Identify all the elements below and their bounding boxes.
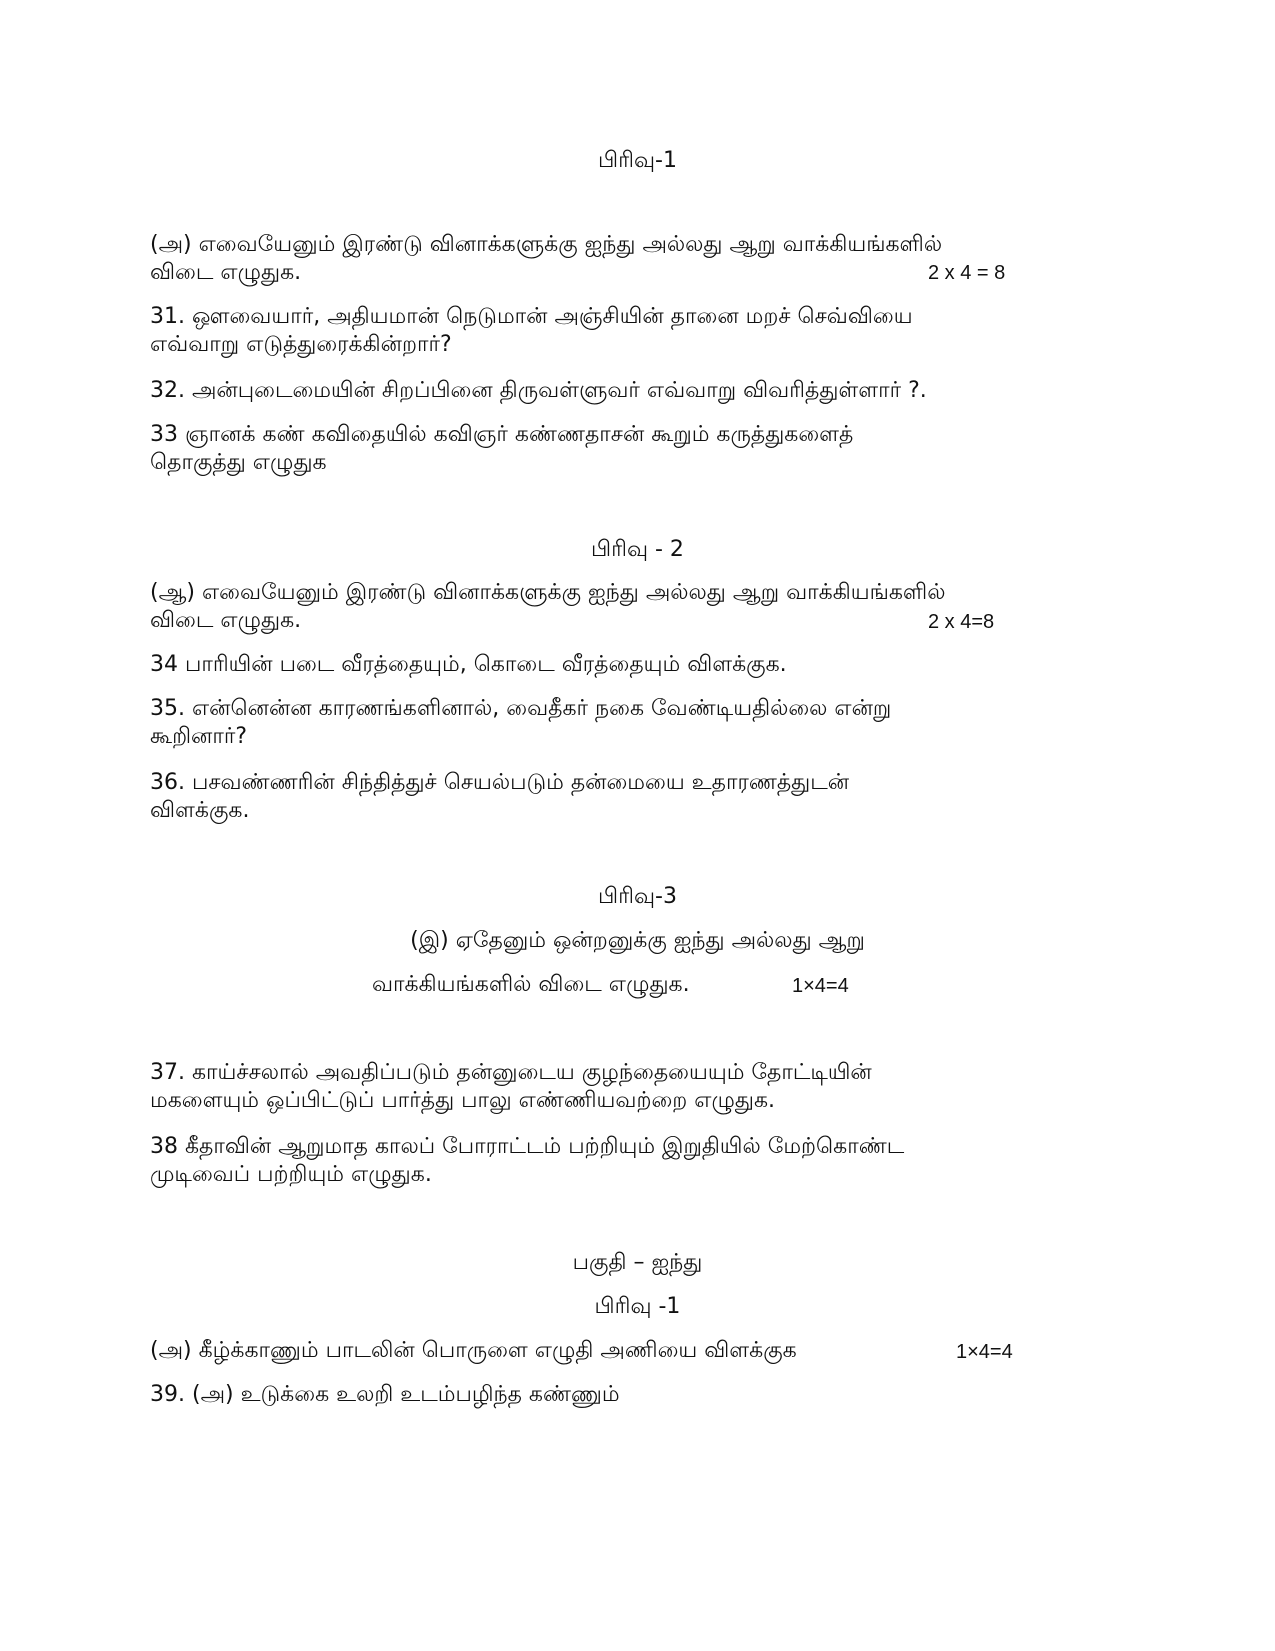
instruction-text: விடை எழுதுக. (150, 260, 302, 285)
section-heading: பிரிவு - 2 (591, 537, 684, 562)
question-text: 31. ஔவையார், அதியமான் நெடுமான் அஞ்சியின் தானை மறச் செவ்வியை (150, 304, 913, 329)
part-heading: பகுதி – ஐந்து (572, 1250, 703, 1275)
question-text: தொகுத்து எழுதுக (150, 450, 327, 475)
instruction-text: வாக்கியங்களில் விடை எழுதுக. (372, 972, 690, 997)
question-text: கூறினார்? (150, 724, 247, 749)
question-text: விளக்குக. (150, 798, 250, 823)
instruction-text: (ஆ) எவையேனும் இரண்டு வினாக்களுக்கு ஐந்து அல்லது ஆறு வாக்கியங்களில் (150, 580, 946, 605)
question-text: 35. என்னென்ன காரணங்களினால், வைதீகர் நகை வேண்டியதில்லை என்று (150, 696, 892, 721)
question-text: 36. பசவண்ணரின் சிந்தித்துச் செயல்படும் தன்மையை உதாரணத்துடன் (150, 770, 850, 795)
instruction-text: விடை எழுதுக. (150, 608, 302, 633)
instruction-text: (அ) எவையேனும் இரண்டு வினாக்களுக்கு ஐந்து அல்லது ஆறு வாக்கியங்களில் (150, 232, 943, 257)
marks-label: 1×4=4 (956, 1341, 1013, 1363)
question-text: 38 கீதாவின் ஆறுமாத காலப் போராட்டம் பற்றியும் இறுதியில் மேற்கொண்ட (150, 1134, 905, 1159)
question-text: மகளையும் ஒப்பிட்டுப் பார்த்து பாலு எண்ணியவற்றை எழுதுக. (150, 1088, 776, 1113)
question-text: 33 ஞானக் கண் கவிதையில் கவிஞர் கண்ணதாசன் கூறும் கருத்துகளைத் (150, 422, 854, 447)
marks-label: 1×4=4 (792, 975, 849, 997)
question-text: எவ்வாறு எடுத்துரைக்கின்றார்? (150, 332, 452, 357)
instruction-text: (இ) ஏதேனும் ஒன்றனுக்கு ஐந்து அல்லது ஆறு (410, 928, 865, 953)
question-text: 37. காய்ச்சலால் அவதிப்படும் தன்னுடைய குழந்தையையும் தோட்டியின் (150, 1060, 872, 1085)
section-heading: பிரிவு-3 (598, 884, 677, 909)
question-text: 39. (அ) உடுக்கை உலறி உடம்பழிந்த கண்ணும் (150, 1382, 620, 1407)
section-heading: பிரிவு-1 (598, 148, 677, 173)
marks-label: 2 x 4 = 8 (928, 262, 1006, 284)
instruction-text: (அ) கீழ்க்காணும் பாடலின் பொருளை எழுதி அணியை விளக்குக (150, 1338, 797, 1363)
question-text: 32. அன்புடைமையின் சிறப்பினை திருவள்ளுவர் எவ்வாறு விவரித்துள்ளார் ?. (150, 378, 927, 403)
question-text: முடிவைப் பற்றியும் எழுதுக. (150, 1162, 432, 1187)
section-heading: பிரிவு -1 (594, 1294, 681, 1319)
question-text: 34 பாரியின் படை வீரத்தையும், கொடை வீரத்தையும் விளக்குக. (150, 652, 787, 677)
marks-label: 2 x 4=8 (928, 611, 995, 633)
